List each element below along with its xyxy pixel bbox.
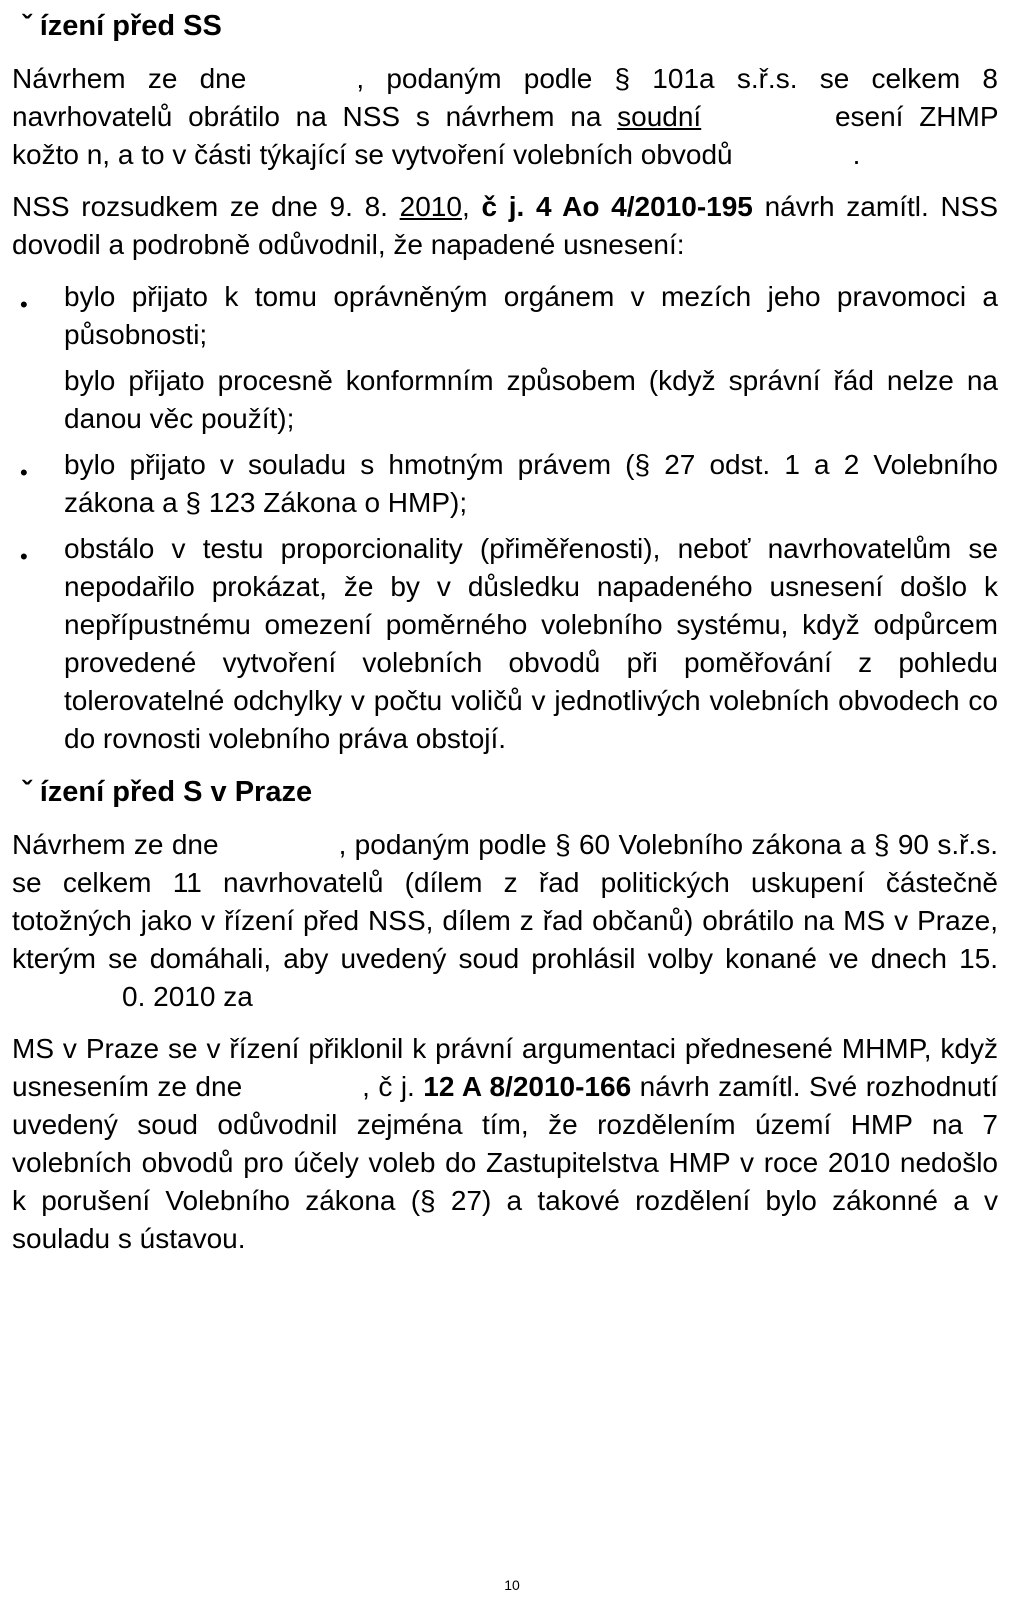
bullet-icon: •	[20, 292, 28, 317]
page-number: 10	[504, 1577, 520, 1593]
list-item: bylo přijato procesně konformním způsobem (když správní řád nelze na danou věc použít);	[64, 365, 998, 434]
nss-findings-list	[12, 278, 998, 758]
paragraph-nss-judgment: NSS rozsudkem ze dne 9. 8. 2010, č j. 4 Ao 4/2010-195 návrh zamítl. NSS dovodil a podrobně odůvodnil, že napadené usnesení:	[12, 191, 999, 260]
paragraph-ms-petition: Návrhem ze dne , podaným podle § 60 Volebního zákona a § 90 s.ř.s. se celkem 11 navrhovatelů (dílem z řad politických uskupení částečně totožných jako v řízení před NSS, dílem z řad občanů) obrátilo na MS v Praze, kterým se domáhali, aby uvedený soud prohlásil volby konané ve dnech 15. 0. 2010 za	[12, 829, 998, 1012]
paragraph-ms-decision: MS v Praze se v řízení přiklonil k právní argumentaci přednesené MHMP, když usnesením ze dne , č j. 12 A 8/2010-166 návrh zamítl. Své rozhodnutí uvedený soud odůvodnil zejména tím, že rozdělením území HMP na 7 volebních obvodů pro účely voleb do Zastupitelstva HMP v roce 2010 nedošlo k porušení Volebního zákona (§ 27) a takové rozdělení bylo zákonné a v souladu s ústavou.	[12, 1033, 999, 1254]
document-page	[12, 0, 998, 1272]
list-item: • bylo přijato v souladu s hmotným právem (§ 27 odst. 1 a 2 Volebního zákona a § 123 Zákona o HMP);	[20, 449, 998, 518]
bullet-icon: •	[20, 460, 28, 485]
paragraph-nss-petition: Návrhem ze dne , podaným podle § 101a s.ř.s. se celkem 8 navrhovatelů obrátilo na NSS s návrhem na soudní esení ZHMP kožto n, a to v části týkající se vytvoření volebních obvodů .	[12, 63, 999, 170]
list-item: • bylo přijato k tomu oprávněným orgánem v mezích jeho pravomoci a působnosti;	[20, 281, 998, 350]
list-item: • obstálo v testu proporcionality (přiměřenosti), neboť navrhovatelům se nepodařilo prokázat, že by v důsledku napadeného usnesení došlo k nepřípustnému omezení poměrného volebního systému, když odpůrcem provedené vytvoření volebních obvodů při poměřování z pohledu tolerovatelné odchylky v počtu voličů v jednotlivých volebních obvodech co do rovnosti volebního práva obstojí.	[20, 533, 998, 754]
section-heading-nss: ˇ ízení před SS	[22, 10, 222, 42]
section-heading-ms-prague: ˇ ízení před S v Praze	[22, 776, 313, 808]
bullet-icon: •	[20, 544, 28, 569]
